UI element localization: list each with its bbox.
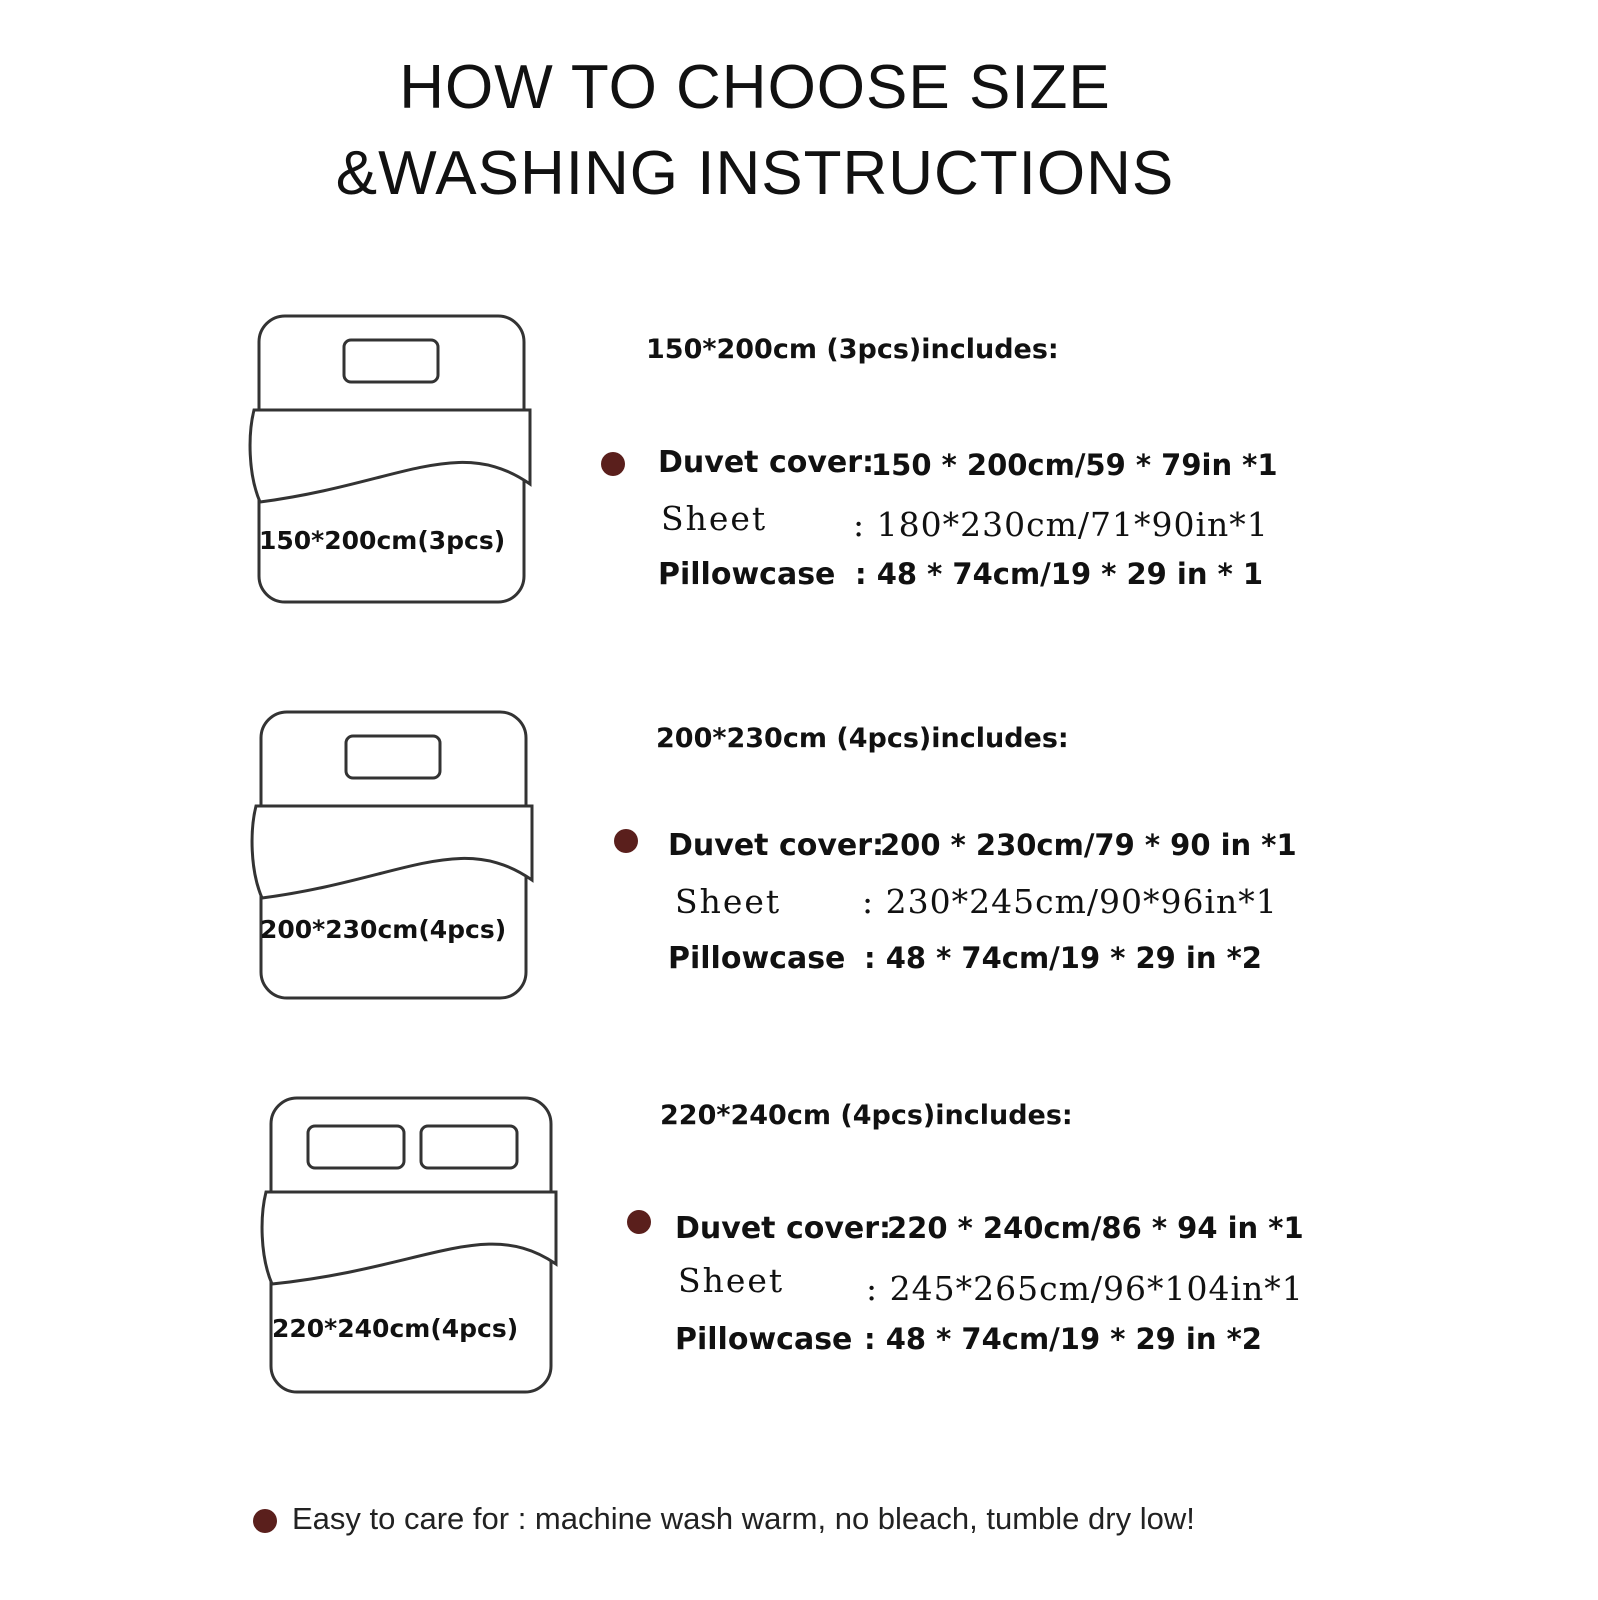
- duvet-label: Duvet cover:: [668, 828, 885, 863]
- duvet-label: Duvet cover:: [675, 1211, 892, 1246]
- care-instructions: Easy to care for : machine wash warm, no bleach, tumble dry low!: [292, 1501, 1195, 1536]
- pillow-icon: [308, 1126, 404, 1168]
- sheet-value: : 180*230cm/71*90in*1: [853, 505, 1269, 544]
- duvet-value: 150 * 200cm/59 * 79in *1: [871, 448, 1278, 482]
- size-heading: 150*200cm (3pcs)includes:: [646, 334, 1059, 365]
- sheet-label: Sheet: [675, 882, 782, 921]
- duvet-label: Duvet cover:: [658, 445, 875, 480]
- duvet-value: 200 * 230cm/79 * 90 in *1: [880, 828, 1297, 862]
- bullet-icon: [601, 452, 625, 476]
- bullet-icon: [627, 1210, 651, 1234]
- duvet-value: 220 * 240cm/86 * 94 in *1: [887, 1211, 1304, 1245]
- bed-size-label: 220*240cm(4pcs): [272, 1314, 519, 1343]
- bed-diagram-double-pillow: [256, 1096, 556, 1396]
- size-heading: 220*240cm (4pcs)includes:: [660, 1100, 1073, 1131]
- pillowcase-label: Pillowcase: [668, 941, 846, 976]
- sheet-value: : 245*265cm/96*104in*1: [866, 1269, 1304, 1308]
- pillow-icon: [346, 736, 440, 778]
- bullet-icon: [253, 1509, 277, 1533]
- page-title-line-1: HOW TO CHOOSE SIZE: [399, 53, 1111, 122]
- bed-size-label: 200*230cm(4pcs): [260, 915, 507, 944]
- pillowcase-value: : 48 * 74cm/19 * 29 in * 1: [855, 557, 1264, 591]
- size-heading: 200*230cm (4pcs)includes:: [656, 723, 1069, 754]
- bed-illustration: [248, 314, 548, 614]
- pillowcase-label: Pillowcase: [658, 557, 836, 592]
- pillow-icon: [421, 1126, 517, 1168]
- sheet-label: Sheet: [678, 1261, 785, 1300]
- sheet-value: : 230*245cm/90*96in*1: [862, 882, 1278, 921]
- bed-diagram-single-pillow: [248, 314, 548, 614]
- bed-size-label: 150*200cm(3pcs): [259, 526, 506, 555]
- pillowcase-value: : 48 * 74cm/19 * 29 in *2: [864, 941, 1262, 975]
- bed-diagram-single-pillow: [250, 710, 550, 1010]
- sheet-label: Sheet: [661, 499, 768, 538]
- bed-illustration: [250, 710, 550, 1010]
- pillowcase-value: : 48 * 74cm/19 * 29 in *2: [864, 1322, 1262, 1356]
- bed-illustration: [256, 1096, 556, 1396]
- bullet-icon: [614, 829, 638, 853]
- pillowcase-label: Pillowcase: [675, 1322, 853, 1357]
- page-title-line-2: &WASHING INSTRUCTIONS: [335, 139, 1175, 208]
- pillow-icon: [344, 340, 438, 382]
